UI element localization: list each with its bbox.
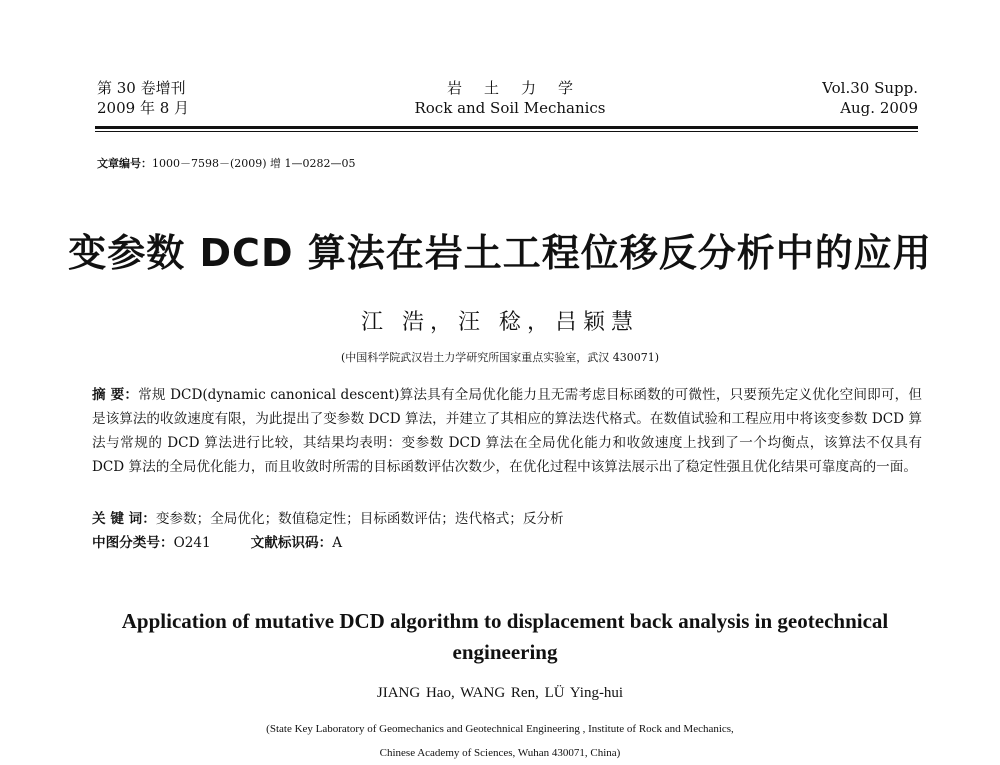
keywords-label: 关 键 词： <box>92 511 156 527</box>
doc-code-value: A <box>332 535 343 551</box>
article-number <box>97 155 356 171</box>
journal-volume-info <box>822 78 918 118</box>
abstract-cn <box>92 383 922 479</box>
classification-line <box>92 531 342 555</box>
abstract-label: 摘 要： <box>92 387 139 403</box>
article-number-label: 文章编号： <box>97 157 152 170</box>
paper-title-en: Application of mutative DCD algorithm to displacement back analysis in geotechnical engineering <box>121 609 889 664</box>
clc-label: 中图分类号： <box>92 535 174 551</box>
keywords-text: 变参数；全局优化；数值稳定性；目标函数评估；迭代格式；反分析 <box>155 511 564 527</box>
doc-code-label: 文献标识码： <box>250 535 333 551</box>
issue-volume: 第 30 卷增刊 <box>97 79 186 97</box>
authors-en: JIANG Hao, WANG Ren, LÜ Ying-hui <box>376 685 624 701</box>
header-rule-thin <box>95 131 918 132</box>
date-en: Aug. 2009 <box>840 99 918 117</box>
journal-name-cn: 岩土力学 <box>446 79 595 97</box>
affiliation-cn: (中国科学院武汉岩土力学研究所国家重点实验室，武汉 430071) <box>340 351 660 364</box>
journal-issue-info <box>97 78 189 118</box>
affiliation-en-line2: Chinese Academy of Sciences, Wuhan 430071, China) <box>379 747 621 759</box>
paper-title-cn: 变参数 DCD 算法在岩土工程位移反分析中的应用 <box>68 231 932 275</box>
affiliation-en <box>150 717 850 765</box>
abstract-text: 常规 DCD(dynamic canonical descent)算法具有全局优化能力且无需考虑目标函数的可微性，只要预先定义优化空间即可，但是该算法的收敛速度有限，为此提出了变参数 DCD 算法，并建立了其相应的算法迭代格式。在数值试验和工程应用中将该变参数 DCD 算法与常规的 DCD 算法进行比较，其结果均表明：变参数 DCD 算法在全局优化能力和收敛速度上找到了一个均衡点，该算法不仅具有 DCD 算法的全局优化能力，而且收敛时所需的目标函数评估次数少，在优化过程中该算法展示出了稳定性强且优化结果可靠度高的一面。 <box>92 387 923 475</box>
header-rule-thick <box>95 126 918 129</box>
volume-en: Vol.30 Supp. <box>822 79 918 97</box>
issue-date: 2009 年 8 月 <box>97 99 190 117</box>
journal-name <box>400 78 620 118</box>
journal-name-en: Rock and Soil Mechanics <box>414 99 606 117</box>
keywords-cn <box>92 507 564 531</box>
clc-value: O241 <box>173 535 211 551</box>
authors-cn: 江 浩，汪 稔，吕颖慧 <box>361 310 639 335</box>
affiliation-en-line1: (State Key Laboratory of Geomechanics and Geotechnical Engineering , Institute of Rock and Mechanics, <box>266 723 734 735</box>
article-number-value: 1000－7598－(2009) 增 1—0282—05 <box>152 157 356 170</box>
